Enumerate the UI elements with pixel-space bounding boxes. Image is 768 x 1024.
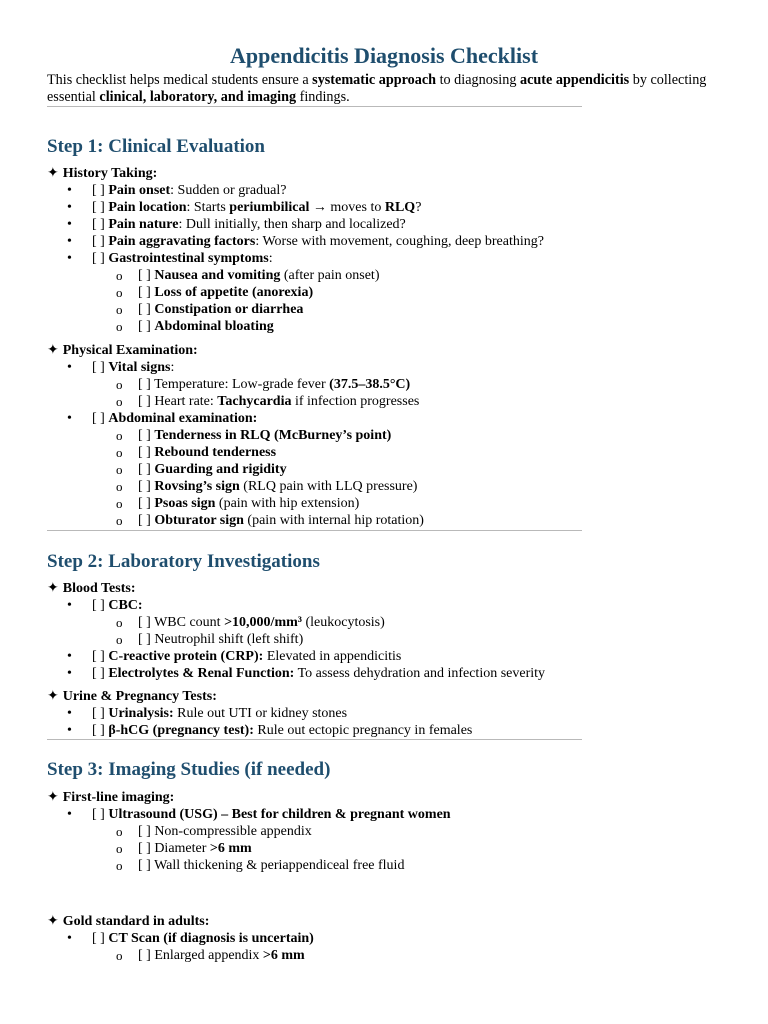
group-label: First-line imaging:	[62, 790, 175, 805]
checklist-subitem	[47, 267, 707, 284]
checklist-subitem	[47, 461, 707, 478]
text: [ ]	[92, 598, 109, 613]
step-2-heading: Step 2: Laboratory Investigations	[47, 551, 320, 572]
bullet-icon: •	[67, 200, 72, 215]
hollow-bullet-icon: o	[116, 496, 123, 511]
group-label: Physical Examination:	[62, 343, 198, 358]
bold-text: Ultrasound (USG) – Best for children & pregnant women	[108, 807, 451, 822]
checklist-item	[47, 233, 707, 250]
text: [ ] Wall thickening & periappendiceal free fluid	[138, 858, 405, 873]
text: :	[170, 360, 175, 375]
group-heading	[47, 913, 707, 930]
bold-text: (37.5–38.5°C)	[329, 377, 411, 392]
checklist-item	[47, 182, 707, 199]
divider	[47, 739, 582, 740]
bold-text: Tachycardia	[217, 394, 292, 409]
text: [ ] Temperature: Low-grade fever	[138, 377, 330, 392]
text: [ ] Heart rate:	[138, 394, 218, 409]
checklist-subitem	[47, 318, 707, 335]
text: : Sudden or gradual?	[170, 183, 287, 198]
bullet-icon: •	[67, 598, 72, 613]
bold-text: Tenderness in RLQ (McBurney’s point)	[154, 428, 392, 443]
bullet-icon: •	[67, 931, 72, 946]
text: Rule out ectopic pregnancy in females	[253, 723, 473, 738]
bullet-icon: •	[67, 706, 72, 721]
text: [ ] Neutrophil shift (left shift)	[138, 632, 304, 647]
text: [ ]	[138, 496, 155, 511]
checklist-subitem	[47, 444, 707, 461]
hollow-bullet-icon: o	[116, 632, 123, 647]
step-1-heading: Step 1: Clinical Evaluation	[47, 136, 265, 157]
checklist-subitem	[47, 301, 707, 318]
bold-text: Constipation or diarrhea	[154, 302, 304, 317]
checklist-subitem	[47, 947, 707, 964]
bold-text: Psoas sign	[154, 496, 216, 511]
bold-text: Pain aggravating factors	[108, 234, 256, 249]
bold-text: CBC:	[108, 598, 143, 613]
bold-text: >6 mm	[262, 948, 305, 963]
bold-text: CT Scan (if diagnosis is uncertain)	[108, 931, 314, 946]
hollow-bullet-icon: o	[116, 285, 123, 300]
bullet-icon: •	[67, 411, 72, 426]
bold-text: Obturator sign	[154, 513, 244, 528]
bold-text: β-hCG (pregnancy test):	[108, 723, 254, 738]
hollow-bullet-icon: o	[116, 302, 123, 317]
text: (pain with internal hip rotation)	[243, 513, 424, 528]
group-heading	[47, 789, 707, 806]
bullet-icon: •	[67, 666, 72, 681]
checklist-item	[47, 722, 707, 739]
text: [ ] Enlarged appendix	[138, 948, 263, 963]
group-physical-examination	[47, 342, 707, 529]
text: [ ]	[138, 268, 155, 283]
text: to diagnosing	[436, 72, 520, 88]
text: [ ] Diameter	[138, 841, 210, 856]
bullet-icon: •	[67, 723, 72, 738]
divider	[47, 530, 582, 531]
text: (after pain onset)	[280, 268, 380, 283]
checklist-subitem	[47, 427, 707, 444]
group-heading	[47, 688, 707, 705]
star-icon: ✦	[47, 581, 59, 596]
bold-text: systematic approach	[312, 72, 437, 88]
checklist-subitem	[47, 376, 707, 393]
checklist-item	[47, 665, 707, 682]
bold-text: acute appendicitis	[520, 72, 630, 88]
hollow-bullet-icon: o	[116, 615, 123, 630]
text: [ ]	[138, 462, 155, 477]
text: if infection progresses	[291, 394, 420, 409]
bold-text: Rebound tenderness	[154, 445, 277, 460]
checklist-subitem	[47, 495, 707, 512]
text: [ ]	[138, 428, 155, 443]
star-icon: ✦	[47, 914, 59, 929]
text: [ ]	[138, 479, 155, 494]
hollow-bullet-icon: o	[116, 824, 123, 839]
group-gold-standard-adults	[47, 913, 707, 964]
bold-text: >6 mm	[209, 841, 252, 856]
hollow-bullet-icon: o	[116, 479, 123, 494]
hollow-bullet-icon: o	[116, 858, 123, 873]
text: [ ]	[138, 319, 155, 334]
hollow-bullet-icon: o	[116, 948, 123, 963]
text: Elevated in appendicitis	[263, 649, 402, 664]
bullet-icon: •	[67, 183, 72, 198]
checklist-subitem	[47, 631, 707, 648]
bold-text: Pain location	[108, 200, 187, 215]
text: [ ] Non-compressible appendix	[138, 824, 312, 839]
group-label: History Taking:	[62, 166, 158, 181]
group-first-line-imaging	[47, 789, 707, 874]
checklist-item	[47, 930, 707, 947]
checklist-item	[47, 216, 707, 233]
checklist-subitem	[47, 857, 707, 874]
hollow-bullet-icon: o	[116, 445, 123, 460]
bold-text: Gastrointestinal symptoms	[108, 251, 269, 266]
text: [ ]	[138, 302, 155, 317]
hollow-bullet-icon: o	[116, 841, 123, 856]
bullet-icon: •	[67, 360, 72, 375]
bold-text: Vital signs	[108, 360, 171, 375]
text: [ ]	[92, 234, 109, 249]
text: [ ]	[138, 513, 155, 528]
checklist-item	[47, 806, 707, 823]
text: : Dull initially, then sharp and localized?	[178, 217, 406, 232]
star-icon: ✦	[47, 689, 59, 704]
text: [ ]	[92, 666, 109, 681]
checklist-item	[47, 359, 707, 376]
bold-text: >10,000/mm³	[224, 615, 302, 630]
intro-paragraph	[47, 72, 707, 106]
text: (pain with hip extension)	[215, 496, 360, 511]
text: [ ]	[92, 200, 109, 215]
bullet-icon: •	[67, 234, 72, 249]
checklist-subitem	[47, 823, 707, 840]
text: [ ]	[92, 183, 109, 198]
text: [ ]	[92, 706, 109, 721]
hollow-bullet-icon: o	[116, 377, 123, 392]
group-heading	[47, 580, 707, 597]
star-icon: ✦	[47, 166, 59, 181]
document-title: Appendicitis Diagnosis Checklist	[229, 43, 539, 68]
bold-text: periumbilical	[229, 200, 310, 215]
text: :	[268, 251, 273, 266]
hollow-bullet-icon: o	[116, 428, 123, 443]
group-label: Urine & Pregnancy Tests:	[62, 689, 217, 704]
star-icon: ✦	[47, 343, 59, 358]
text: This checklist helps medical students ensure a	[47, 72, 313, 88]
bullet-icon: •	[67, 251, 72, 266]
bold-text: clinical, laboratory, and imaging	[99, 89, 297, 105]
bold-text: Urinalysis:	[108, 706, 174, 721]
text: To assess dehydration and infection severity	[294, 666, 546, 681]
text: Rule out UTI or kidney stones	[173, 706, 348, 721]
bullet-icon: •	[67, 649, 72, 664]
step-3-heading: Step 3: Imaging Studies (if needed)	[47, 759, 331, 780]
bold-text: Pain nature	[108, 217, 179, 232]
divider	[47, 106, 582, 107]
text: : Starts	[186, 200, 230, 215]
hollow-bullet-icon: o	[116, 513, 123, 528]
text: [ ]	[92, 217, 109, 232]
checklist-item	[47, 250, 707, 267]
text: [ ]	[92, 411, 109, 426]
text: ?	[415, 200, 422, 215]
checklist-subitem	[47, 478, 707, 495]
group-label: Gold standard in adults:	[62, 914, 210, 929]
bold-text: Abdominal examination:	[108, 411, 258, 426]
bold-text: Pain onset	[108, 183, 171, 198]
bold-text: Guarding and rigidity	[154, 462, 287, 477]
group-history-taking	[47, 165, 707, 335]
text: [ ]	[92, 723, 109, 738]
checklist-item	[47, 199, 707, 216]
checklist-subitem	[47, 284, 707, 301]
checklist-subitem	[47, 614, 707, 631]
bold-text: Abdominal bloating	[154, 319, 274, 334]
bold-text: Nausea and vomiting	[154, 268, 281, 283]
checklist-subitem	[47, 840, 707, 857]
text: [ ]	[138, 445, 155, 460]
checklist-item	[47, 705, 707, 722]
text: [ ]	[92, 360, 109, 375]
checklist-subitem	[47, 393, 707, 410]
text: → moves to	[309, 200, 385, 215]
checklist-item	[47, 410, 707, 427]
group-urine-pregnancy-tests	[47, 688, 707, 739]
checklist-item	[47, 648, 707, 665]
checklist-subitem	[47, 512, 707, 529]
hollow-bullet-icon: o	[116, 319, 123, 334]
bold-text: C-reactive protein (CRP):	[108, 649, 264, 664]
star-icon: ✦	[47, 790, 59, 805]
text: [ ]	[92, 649, 109, 664]
text: : Worse with movement, coughing, deep breathing?	[255, 234, 544, 249]
bold-text: Loss of appetite (anorexia)	[154, 285, 314, 300]
text: [ ]	[92, 251, 109, 266]
group-heading	[47, 342, 707, 359]
text: [ ]	[138, 285, 155, 300]
checklist-item	[47, 597, 707, 614]
bullet-icon: •	[67, 807, 72, 822]
hollow-bullet-icon: o	[116, 268, 123, 283]
text: (RLQ pain with LLQ pressure)	[239, 479, 418, 494]
text: [ ]	[92, 931, 109, 946]
group-heading	[47, 165, 707, 182]
hollow-bullet-icon: o	[116, 394, 123, 409]
text: (leukocytosis)	[301, 615, 385, 630]
group-label: Blood Tests:	[62, 581, 136, 596]
bold-text: Rovsing’s sign	[154, 479, 240, 494]
bold-text: Electrolytes & Renal Function:	[108, 666, 295, 681]
hollow-bullet-icon: o	[116, 462, 123, 477]
text: [ ]	[92, 807, 109, 822]
text: [ ] WBC count	[138, 615, 225, 630]
text: by collecting essential	[47, 72, 707, 105]
text: findings.	[296, 89, 350, 105]
group-blood-tests	[47, 580, 707, 682]
bullet-icon: •	[67, 217, 72, 232]
bold-text: RLQ	[384, 200, 416, 215]
